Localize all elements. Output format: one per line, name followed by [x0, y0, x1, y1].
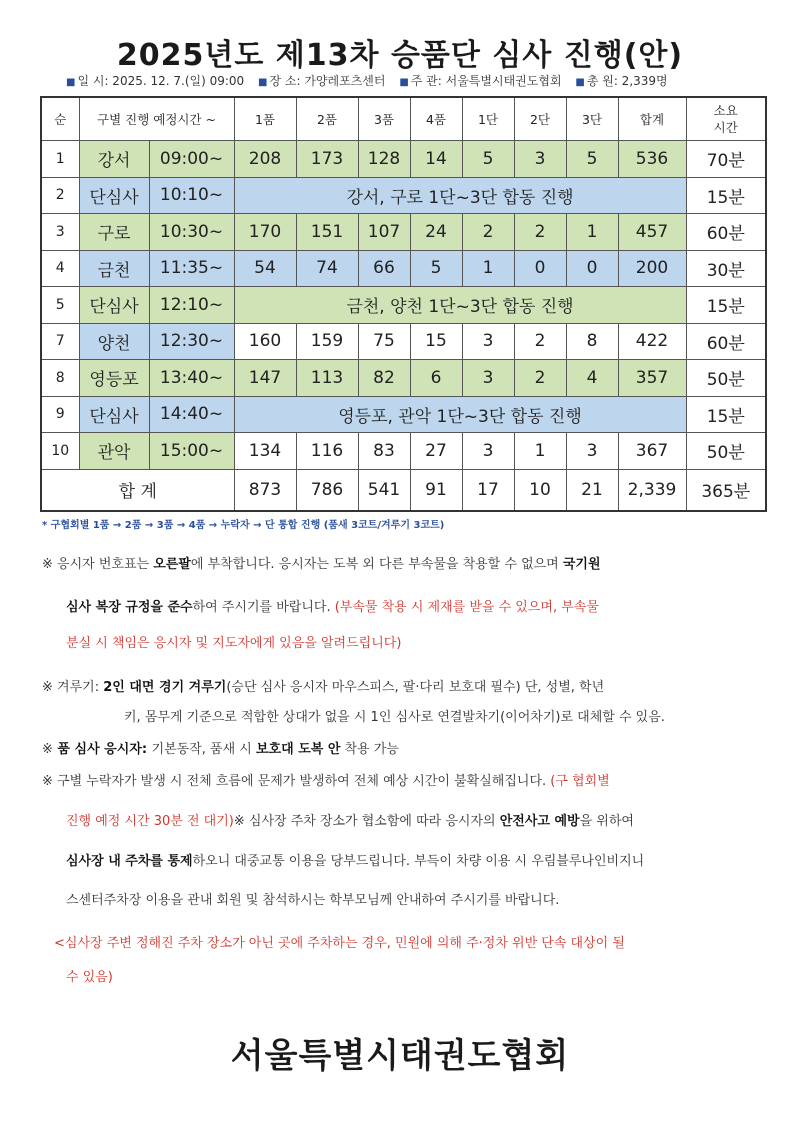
row-duration: 50분 [686, 433, 766, 470]
note-2-line-1: ※ 겨루기: 2인 대면 경기 겨루기(승단 심사 응시자 마우스피스, 팔·다리 보호대 필수) 단, 성별, 학년 [42, 680, 605, 695]
info-line [66, 72, 766, 89]
row-sum: 457 [618, 214, 686, 251]
header-3dan: 3단 [566, 97, 618, 141]
row-duration: 60분 [686, 323, 766, 360]
total-3dan: 21 [566, 469, 618, 511]
row-district: 강서 [79, 141, 149, 178]
row-sum: 536 [618, 141, 686, 178]
row-2dan: 2 [514, 360, 566, 397]
total-2dan: 10 [514, 469, 566, 511]
row-2pum: 159 [296, 323, 358, 360]
row-seq: 7 [41, 323, 79, 360]
row-4pum: 14 [410, 141, 462, 178]
total-4pum: 91 [410, 469, 462, 511]
note-1-line-2: 심사 복장 규정을 준수하여 주시기를 바랍니다. (부속물 착용 시 제재를 받을 수 있으며, 부속물 [66, 600, 599, 615]
header-1pum: 1품 [234, 97, 296, 141]
total-label: 합 계 [41, 469, 234, 511]
row-3dan: 5 [566, 141, 618, 178]
row-2dan: 0 [514, 250, 566, 287]
note-4-line-4: 스센터주차장 이용을 관내 회원 및 참석하시는 학부모님께 안내하여 주시기를 바랍니다. [66, 893, 560, 908]
note-5-line-2: 수 있음) [66, 970, 113, 985]
row-time: 10:30~ [149, 214, 234, 251]
row-3dan: 3 [566, 433, 618, 470]
row-1dan: 2 [462, 214, 514, 251]
row-district: 관악 [79, 433, 149, 470]
row-time: 12:30~ [149, 323, 234, 360]
date-info: ■ 일 시: 2025. 12. 7.(일) 09:00 [66, 74, 245, 88]
place-info: ■ 장 소: 가양레포츠센터 [258, 74, 386, 88]
row-4pum: 15 [410, 323, 462, 360]
note-1-line-1: ※ 응시자 번호표는 오른팔에 부착합니다. 응시자는 도복 외 다른 부속물을 착용할 수 없으며 국기원 [42, 557, 601, 572]
row-district: 단심사 [79, 177, 149, 214]
row-duration: 30분 [686, 250, 766, 287]
table-footnote: * 구협회별 1품 → 2품 → 3품 → 4품 → 누락자 → 단 통합 진행 (품새 3코트/겨루기 3코트) [42, 520, 445, 531]
row-merged-note: 영등포, 관악 1단~3단 합동 진행 [234, 396, 686, 433]
row-3pum: 83 [358, 433, 410, 470]
row-seq: 8 [41, 360, 79, 397]
host-info: ■ 주 관: 서울특별시태권도협회 [399, 74, 562, 88]
row-3pum: 75 [358, 323, 410, 360]
row-district: 단심사 [79, 396, 149, 433]
row-3dan: 8 [566, 323, 618, 360]
row-2dan: 2 [514, 323, 566, 360]
row-district: 금천 [79, 250, 149, 287]
table-row [41, 360, 766, 397]
note-4-line-2: 진행 예정 시간 30분 전 대기)※ 심사장 주차 장소가 협소함에 따라 응시자의 안전사고 예방을 위하여 [66, 814, 634, 829]
table-row [41, 141, 766, 178]
table-row [41, 323, 766, 360]
header-seq: 순 [41, 97, 79, 141]
header-sum: 합계 [618, 97, 686, 141]
row-2dan: 1 [514, 433, 566, 470]
total-1dan: 17 [462, 469, 514, 511]
row-4pum: 5 [410, 250, 462, 287]
row-4pum: 6 [410, 360, 462, 397]
header-duration: 소요 시간 [686, 97, 766, 141]
row-1pum: 160 [234, 323, 296, 360]
row-1pum: 170 [234, 214, 296, 251]
note-4-line-3: 심사장 내 주차를 통제하오니 대중교통 이용을 당부드립니다. 부득이 차량 이용 시 우림블루나인비지니 [66, 854, 645, 869]
row-1dan: 3 [462, 360, 514, 397]
row-merged-note: 강서, 구로 1단~3단 합동 진행 [234, 177, 686, 214]
table-row [41, 214, 766, 251]
header-1dan: 1단 [462, 97, 514, 141]
row-duration: 60분 [686, 214, 766, 251]
row-2pum: 173 [296, 141, 358, 178]
note-4-line-1: ※ 구별 누락자가 발생 시 전체 흐름에 문제가 발생하여 전체 예상 시간이 불확실해집니다. (구 협회별 [42, 774, 610, 789]
row-3dan: 4 [566, 360, 618, 397]
row-time: 13:40~ [149, 360, 234, 397]
row-4pum: 27 [410, 433, 462, 470]
row-time: 11:35~ [149, 250, 234, 287]
row-seq: 10 [41, 433, 79, 470]
table-total-row [41, 469, 766, 511]
table-row [41, 396, 766, 433]
row-time: 14:40~ [149, 396, 234, 433]
row-1dan: 3 [462, 323, 514, 360]
row-3dan: 0 [566, 250, 618, 287]
row-merged-note: 금천, 양천 1단~3단 합동 진행 [234, 287, 686, 324]
note-3-line-1: ※ 품 심사 응시자: 기본동작, 품새 시 보호대 도복 안 착용 가능 [42, 742, 399, 757]
row-seq: 2 [41, 177, 79, 214]
table-row [41, 287, 766, 324]
row-2pum: 113 [296, 360, 358, 397]
schedule-table [40, 96, 767, 512]
row-sum: 422 [618, 323, 686, 360]
row-sum: 367 [618, 433, 686, 470]
row-4pum: 24 [410, 214, 462, 251]
row-seq: 4 [41, 250, 79, 287]
row-duration: 50분 [686, 360, 766, 397]
header-2pum: 2품 [296, 97, 358, 141]
row-time: 10:10~ [149, 177, 234, 214]
total-1pum: 873 [234, 469, 296, 511]
row-time: 12:10~ [149, 287, 234, 324]
row-time: 09:00~ [149, 141, 234, 178]
bullet-square-icon: ■ [258, 77, 268, 88]
row-1pum: 54 [234, 250, 296, 287]
row-duration: 15분 [686, 177, 766, 214]
row-time: 15:00~ [149, 433, 234, 470]
row-sum: 200 [618, 250, 686, 287]
row-1pum: 134 [234, 433, 296, 470]
row-2dan: 3 [514, 141, 566, 178]
row-1dan: 1 [462, 250, 514, 287]
row-2pum: 151 [296, 214, 358, 251]
row-3pum: 66 [358, 250, 410, 287]
row-1pum: 208 [234, 141, 296, 178]
page-title: 2025년도 제13차 승품단 심사 진행(안) [116, 38, 684, 73]
row-seq: 1 [41, 141, 79, 178]
note-1-line-3: 분실 시 책임은 응시자 및 지도자에게 있음을 알려드립니다) [66, 636, 402, 651]
row-seq: 5 [41, 287, 79, 324]
row-district: 구로 [79, 214, 149, 251]
row-1dan: 3 [462, 433, 514, 470]
header-4pum: 4품 [410, 97, 462, 141]
organization-name: 서울특별시태권도협회 [230, 1036, 570, 1076]
row-3pum: 82 [358, 360, 410, 397]
row-3dan: 1 [566, 214, 618, 251]
header-district-time: 구별 진행 예정시간 ~ [79, 97, 234, 141]
row-duration: 15분 [686, 396, 766, 433]
row-2pum: 116 [296, 433, 358, 470]
row-3pum: 128 [358, 141, 410, 178]
row-2pum: 74 [296, 250, 358, 287]
row-2dan: 2 [514, 214, 566, 251]
header-2dan: 2단 [514, 97, 566, 141]
table-row [41, 177, 766, 214]
total-sum: 2,339 [618, 469, 686, 511]
total-duration: 365분 [686, 469, 766, 511]
note-5-line-1: <심사장 주변 정해진 주차 장소가 아닌 곳에 주차하는 경우, 민원에 의해 주·정차 위반 단속 대상이 될 [54, 936, 625, 951]
header-3pum: 3품 [358, 97, 410, 141]
row-district: 단심사 [79, 287, 149, 324]
row-duration: 70분 [686, 141, 766, 178]
row-seq: 9 [41, 396, 79, 433]
row-1pum: 147 [234, 360, 296, 397]
row-sum: 357 [618, 360, 686, 397]
bullet-square-icon: ■ [66, 77, 76, 88]
row-duration: 15분 [686, 287, 766, 324]
table-row [41, 250, 766, 287]
row-1dan: 5 [462, 141, 514, 178]
table-header-row [41, 97, 766, 141]
total-3pum: 541 [358, 469, 410, 511]
table-row [41, 433, 766, 470]
bullet-square-icon: ■ [399, 77, 409, 88]
row-district: 영등포 [79, 360, 149, 397]
row-seq: 3 [41, 214, 79, 251]
bullet-square-icon: ■ [575, 77, 585, 88]
note-2-line-2: 키, 몸무게 기준으로 적합한 상대가 없을 시 1인 심사로 연결발차기(이어차기)로 대체할 수 있음. [124, 710, 665, 725]
total-info: ■ 총 원: 2,339명 [575, 74, 668, 88]
row-3pum: 107 [358, 214, 410, 251]
total-2pum: 786 [296, 469, 358, 511]
row-district: 양천 [79, 323, 149, 360]
